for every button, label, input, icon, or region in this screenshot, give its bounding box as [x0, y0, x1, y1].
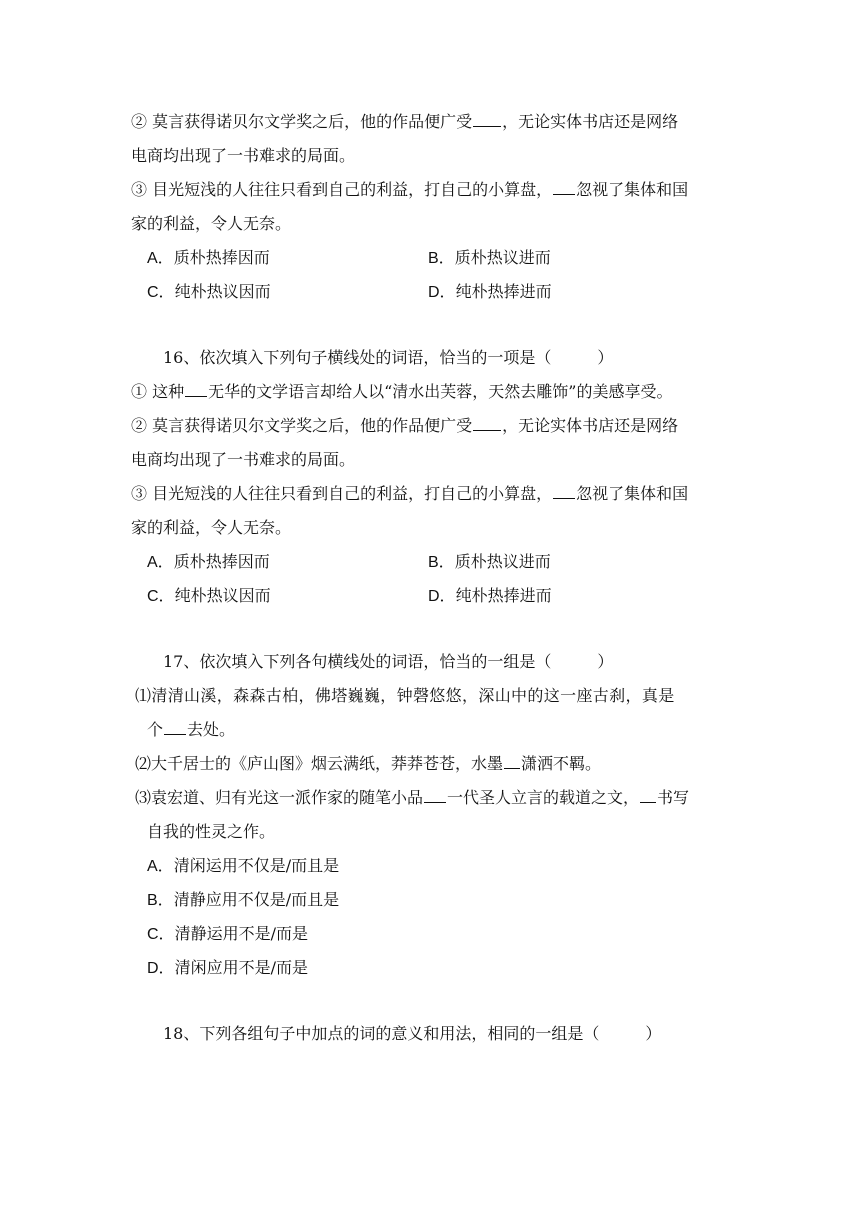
- question-16-sentence-1: [131, 381, 672, 403]
- sentence-text: ⑴清清山溪，森森古柏，佛塔巍巍，钟磬悠悠，深山中的这一座古刹，真是: [135, 686, 675, 705]
- option-text: 质朴热议进而: [454, 248, 551, 267]
- option-text: 清闲应用不是/而是: [174, 958, 308, 977]
- sentence-text: 去处。: [187, 720, 236, 739]
- sentence-text: 无华的文学语言却给人以“清水出芙蓉，天然去雕饰”的美感享受。: [208, 382, 673, 401]
- sentence-text: 家的利益，令人无奈。: [131, 214, 292, 233]
- sentence-text: ⑵大千居士的《庐山图》烟云满纸，莽莽苍苍，水墨: [135, 754, 504, 773]
- sentence-text: 家的利益，令人无奈。: [131, 518, 292, 537]
- option-text: 质朴热捧因而: [173, 248, 270, 267]
- option-text: 纯朴热议因而: [174, 586, 271, 605]
- fill-blank: [473, 125, 501, 127]
- sentence-text: 自我的性灵之作。: [147, 822, 276, 841]
- prev-question-sentence-3-line-2: [131, 213, 291, 235]
- option-text: 清闲运用不仅是/而且是: [173, 856, 340, 875]
- option-letter: A．: [147, 554, 174, 571]
- prev-question-sentence-2-line-1: [131, 111, 678, 133]
- q17-option-c[interactable]: [147, 923, 308, 946]
- question-17-sentence-1-line-1: [135, 685, 675, 707]
- q17-option-b[interactable]: [147, 889, 339, 912]
- question-18-title: [163, 1023, 661, 1045]
- question-17-sentence-1-line-2: [147, 719, 235, 741]
- option-text: 清静运用不是/而是: [174, 924, 308, 943]
- option-letter: B．: [428, 250, 455, 267]
- sentence-text: ② 莫言获得诺贝尔文学奖之后，他的作品便广受: [131, 112, 473, 131]
- question-17-title: [163, 651, 613, 673]
- question-16-sentence-2-line-1: [131, 415, 678, 437]
- option-letter: C．: [147, 926, 175, 943]
- sentence-text: 一代圣人立言的载道之文，: [447, 788, 640, 807]
- option-letter: D．: [147, 960, 175, 977]
- option-text: 质朴热议进而: [454, 552, 551, 571]
- option-letter: C．: [147, 588, 175, 605]
- option-text: 纯朴热捧进而: [455, 586, 552, 605]
- question-17-sentence-3-line-1: [135, 787, 689, 809]
- prev-option-a[interactable]: [147, 247, 270, 270]
- q16-option-b[interactable]: [428, 551, 551, 574]
- question-stem-end: ）: [645, 1024, 662, 1043]
- fill-blank: [473, 429, 501, 431]
- fill-blank: [164, 733, 186, 735]
- sentence-text: ② 莫言获得诺贝尔文学奖之后，他的作品便广受: [131, 416, 473, 435]
- sentence-text: ③ 目光短浅的人往往只看到自己的利益，打自己的小算盘，: [131, 484, 553, 503]
- question-16-title: [163, 347, 613, 369]
- option-letter: D．: [428, 284, 456, 301]
- q16-option-c[interactable]: [147, 585, 271, 608]
- prev-option-d[interactable]: [428, 281, 552, 304]
- sentence-text: 忽视了集体和国: [576, 484, 689, 503]
- option-letter: A．: [147, 250, 174, 267]
- fill-blank: [640, 801, 656, 803]
- fill-blank: [504, 767, 520, 769]
- question-17-sentence-2: [135, 753, 601, 775]
- sentence-text: 忽视了集体和国: [576, 180, 689, 199]
- sentence-text: 书写: [657, 788, 690, 807]
- sentence-text: 电商均出现了一书难求的局面。: [131, 146, 356, 165]
- q16-option-d[interactable]: [428, 585, 552, 608]
- question-stem: 16、依次填入下列句子横线处的词语，恰当的一项是（: [163, 348, 552, 367]
- fill-blank: [553, 193, 575, 195]
- option-letter: A．: [147, 858, 174, 875]
- option-text: 质朴热捧因而: [173, 552, 270, 571]
- fill-blank: [424, 801, 446, 803]
- sentence-text: ⑶袁宏道、归有光这一派作家的随笔小品: [135, 788, 424, 807]
- question-stem: 18、下列各组句子中加点的词的意义和用法，相同的一组是（: [163, 1024, 600, 1043]
- question-stem-end: ）: [597, 348, 614, 367]
- sentence-text: ③ 目光短浅的人往往只看到自己的利益，打自己的小算盘，: [131, 180, 553, 199]
- option-text: 清静应用不仅是/而且是: [173, 890, 340, 909]
- sentence-text: ，无论实体书店还是网络: [502, 112, 679, 131]
- prev-option-b[interactable]: [428, 247, 551, 270]
- prev-question-sentence-2-line-2: [131, 145, 355, 167]
- prev-question-sentence-3-line-1: [131, 179, 688, 201]
- fill-blank: [553, 497, 575, 499]
- q17-option-d[interactable]: [147, 957, 308, 980]
- prev-option-c[interactable]: [147, 281, 271, 304]
- sentence-text: 潇洒不羁。: [521, 754, 602, 773]
- q16-option-a[interactable]: [147, 551, 270, 574]
- question-stem-end: ）: [597, 652, 614, 671]
- option-letter: D．: [428, 588, 456, 605]
- question-stem: 17、依次填入下列各句横线处的词语，恰当的一组是（: [163, 652, 552, 671]
- option-text: 纯朴热议因而: [174, 282, 271, 301]
- question-16-sentence-2-line-2: [131, 449, 355, 471]
- option-text: 纯朴热捧进而: [455, 282, 552, 301]
- question-17-sentence-3-line-2: [147, 821, 275, 843]
- sentence-text: ，无论实体书店还是网络: [502, 416, 679, 435]
- sentence-text: 个: [147, 720, 164, 739]
- q17-option-a[interactable]: [147, 855, 339, 878]
- fill-blank: [185, 395, 207, 397]
- option-letter: B．: [147, 892, 174, 909]
- option-letter: C．: [147, 284, 175, 301]
- question-16-sentence-3-line-2: [131, 517, 291, 539]
- sentence-text: 电商均出现了一书难求的局面。: [131, 450, 356, 469]
- option-letter: B．: [428, 554, 455, 571]
- sentence-text: ① 这种: [131, 382, 185, 401]
- question-16-sentence-3-line-1: [131, 483, 688, 505]
